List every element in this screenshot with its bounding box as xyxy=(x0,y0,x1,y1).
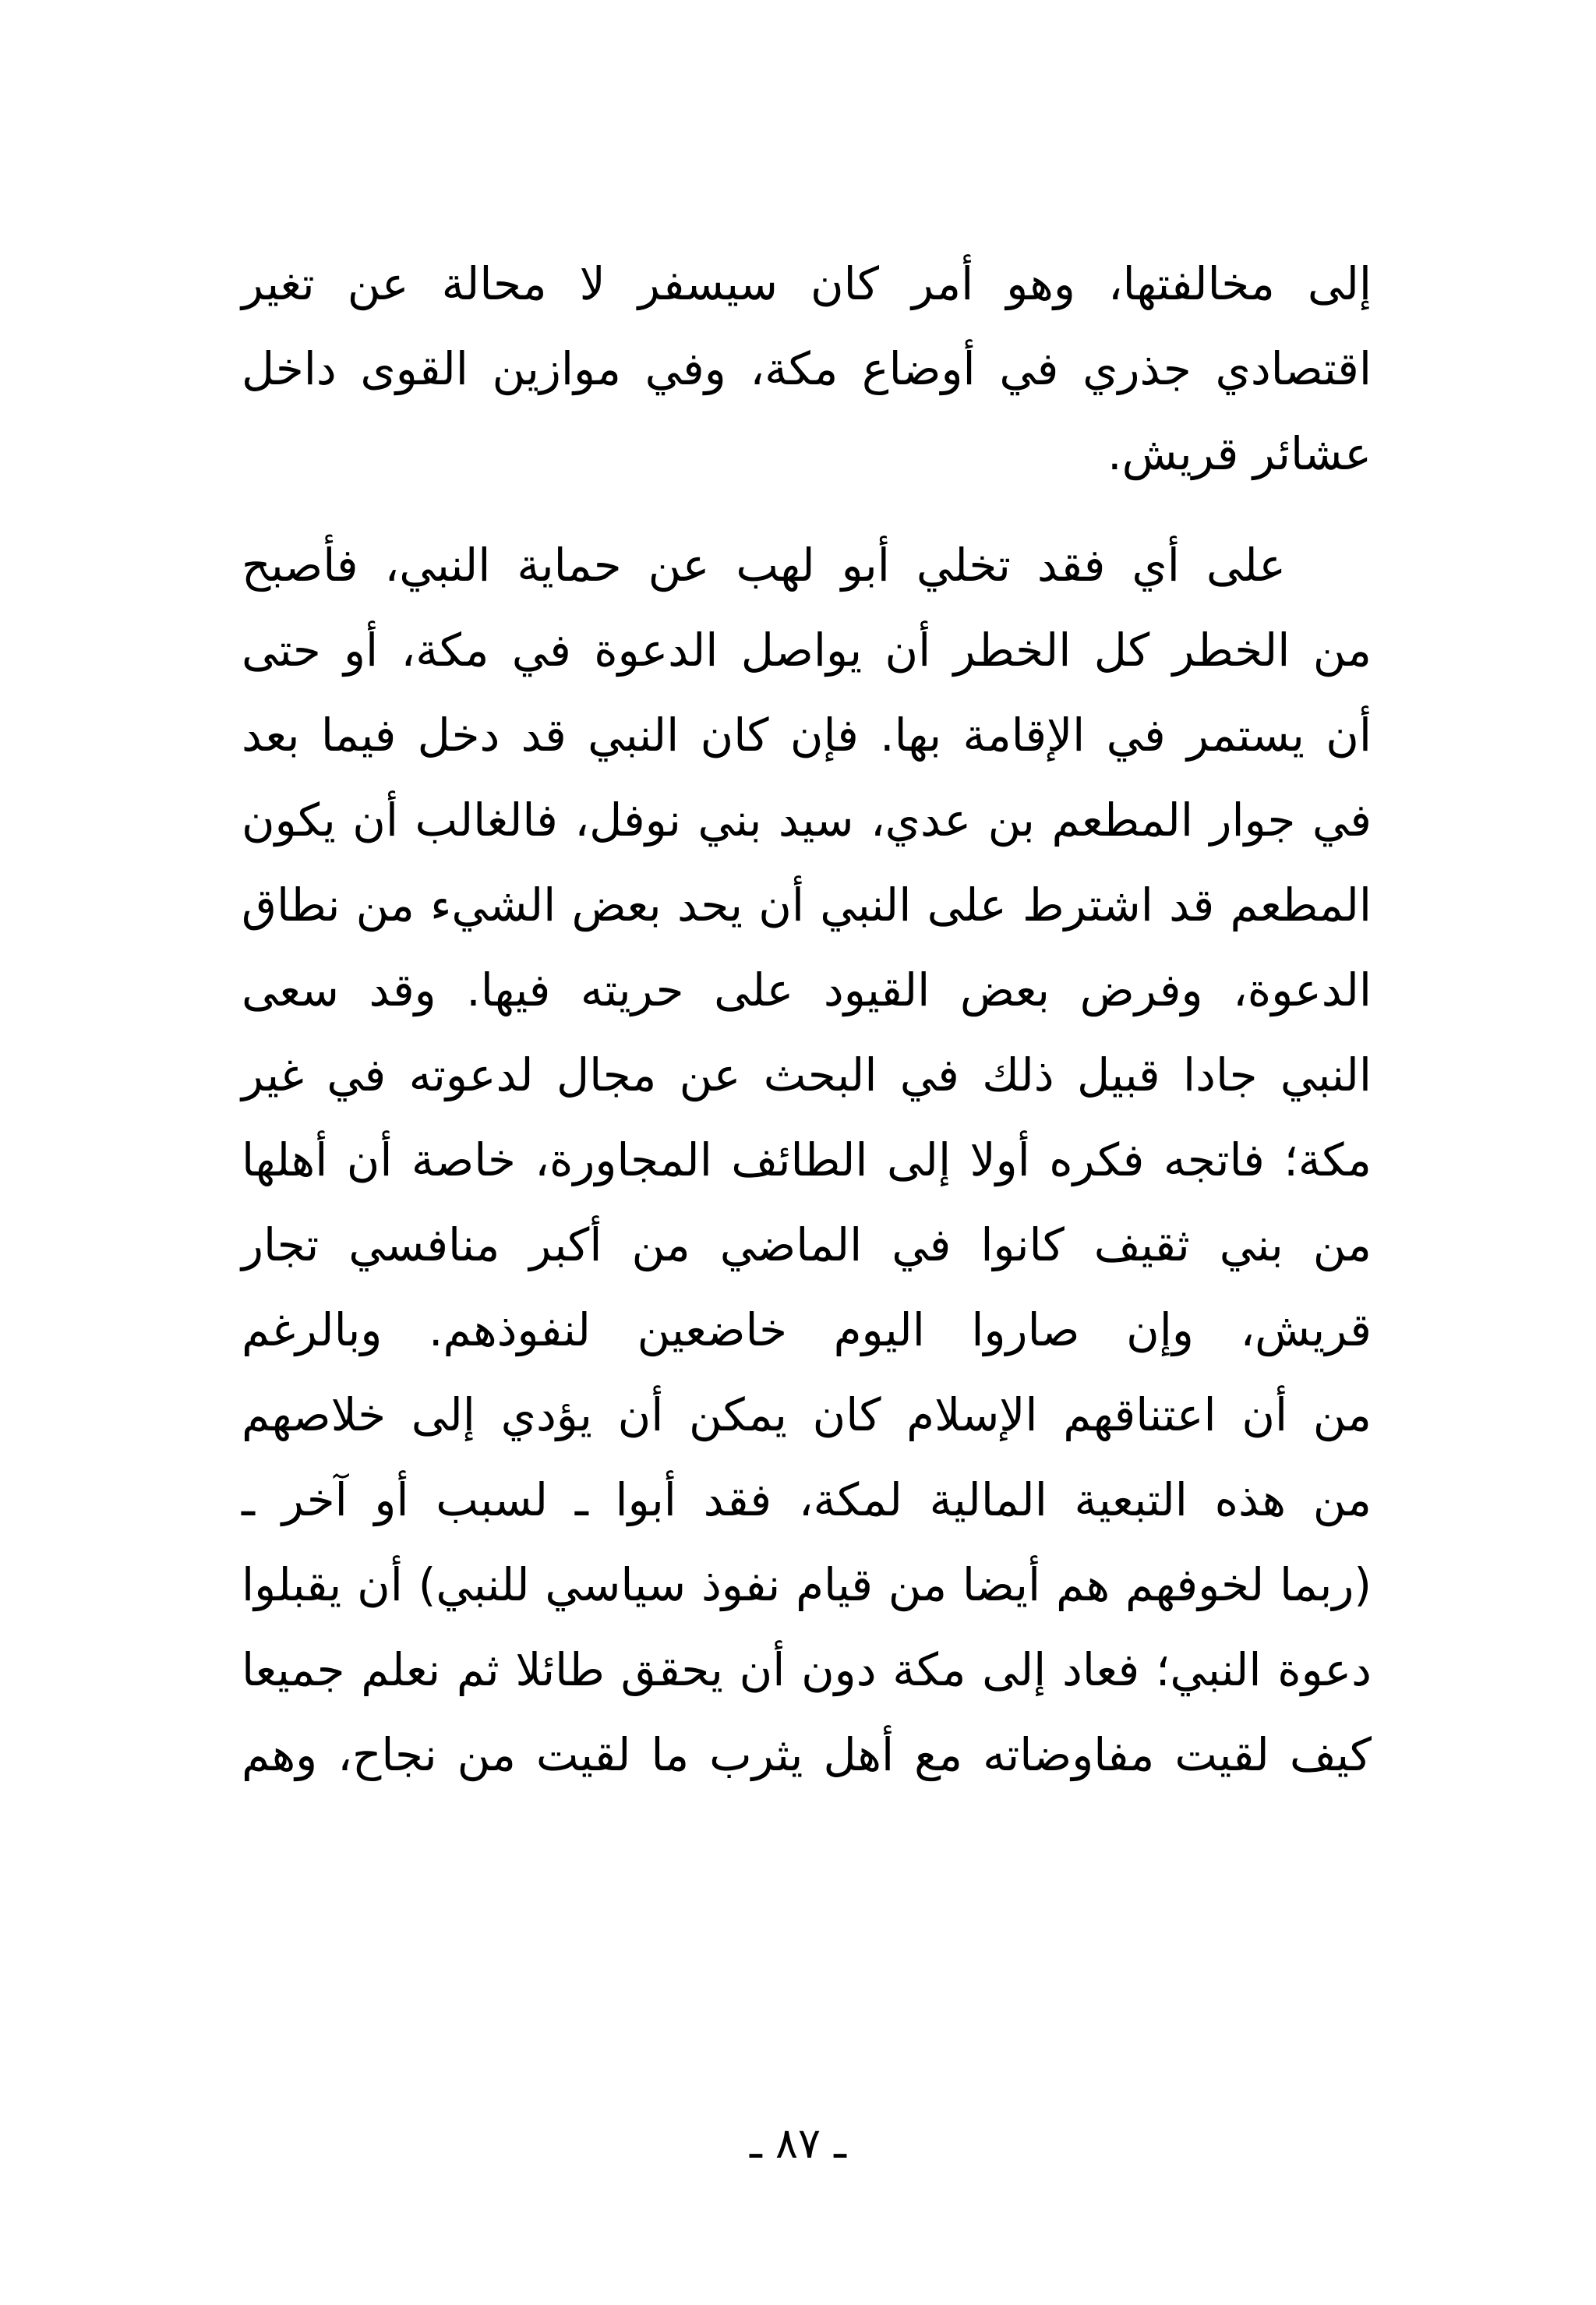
text-line: من الخطر كل الخطر أن يواصل الدعوة في مكة، أو حتى xyxy=(242,624,1372,677)
text-line: من أن اعتناقهم الإسلام كان يمكن أن يؤدي إلى خلاصهم xyxy=(242,1388,1372,1441)
text-line: إلى مخالفتها، وهو أمر كان سيسفر لا محالة عن تغير xyxy=(242,257,1372,310)
text-line: دعوة النبي؛ فعاد إلى مكة دون أن يحقق طائلا ثم نعلم جميعا xyxy=(242,1643,1372,1696)
text-line: في جوار المطعم بن عدي، سيد بني نوفل، فالغالب أن يكون xyxy=(242,794,1372,847)
text-line: عشائر قريش. xyxy=(1107,427,1372,480)
body-text xyxy=(242,242,1372,1798)
text-line: قريش، وإن صاروا اليوم خاضعين لنفوذهم. وبالرغم xyxy=(242,1303,1372,1356)
text-line: من بني ثقيف كانوا في الماضي من أكبر منافسي تجار xyxy=(242,1218,1372,1271)
text-line: اقتصادي جذري في أوضاع مكة، وفي موازين القوى داخل xyxy=(242,342,1372,395)
text-line: (ربما لخوفهم هم أيضا من قيام نفوذ سياسي للنبي) أن يقبلوا xyxy=(242,1558,1372,1611)
text-line: من هذه التبعية المالية لمكة، فقد أبوا ـ لسبب أو آخر ـ xyxy=(242,1473,1372,1526)
text-line: أن يستمر في الإقامة بها. فإن كان النبي قد دخل فيما بعد xyxy=(242,709,1372,762)
text-line: كيف لقيت مفاوضاته مع أهل يثرب ما لقيت من نجاح، وهم xyxy=(242,1728,1372,1781)
text-line: الدعوة، وفرض بعض القيود على حريته فيها. وقد سعى xyxy=(242,963,1372,1016)
text-line: المطعم قد اشترط على النبي أن يحد بعض الشيء من نطاق xyxy=(242,879,1372,932)
text-line: مكة؛ فاتجه فكره أولا إلى الطائف المجاورة، خاصة أن أهلها xyxy=(242,1133,1372,1186)
paragraph-gap xyxy=(242,497,1372,523)
page-number: ـ ٨٧ ـ xyxy=(749,2119,846,2168)
text-line: على أي فقد تخلي أبو لهب عن حماية النبي، فأصبح xyxy=(242,539,1286,592)
text-line: النبي جادا قبيل ذلك في البحث عن مجال لدعوته في غير xyxy=(242,1048,1372,1101)
